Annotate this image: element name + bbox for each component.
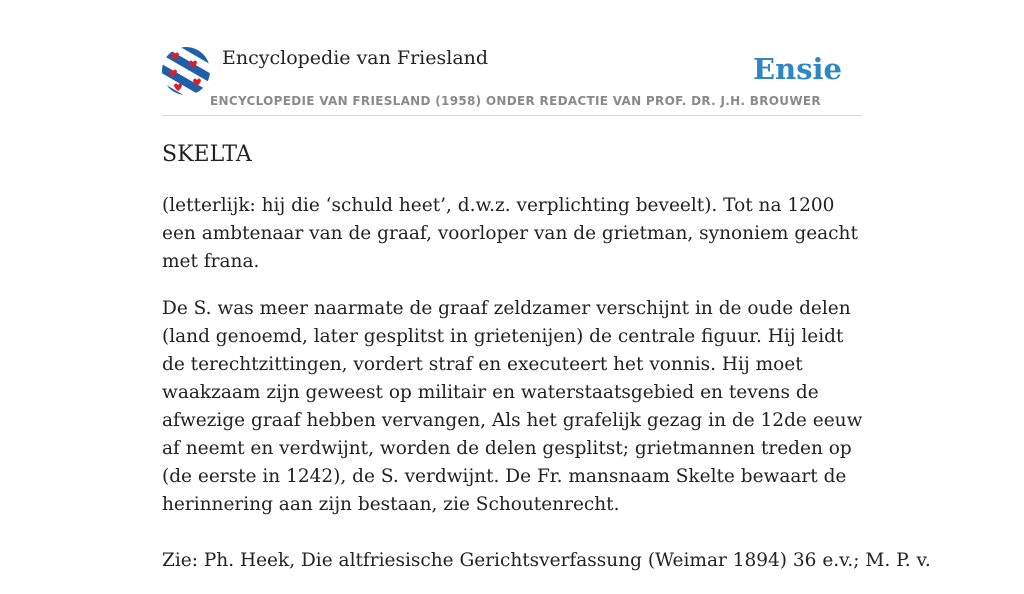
site-title[interactable]: Encyclopedie van Friesland [222,47,489,69]
entry-paragraph: De S. was meer naarmate de graaf zeldzamer verschijnt in de oude delen (land genoemd, later gesplitst in grietenijen) de centrale figuur. Hij leidt de terechtzittingen, vordert straf en executeert het vonnis. Hij moet waakzaam zijn geweest op militair en waterstaatsgebied en tevens de afwezige graaf hebben vervangen, Als het grafelijk gezag in de 12de eeuw af neemt en verdwijnt, worden de delen gesplitst; grietmannen treden op (de eerste in 1242), de S. verdwijnt. De Fr. mansnaam Skelte bewaart de herinnering aan zijn bestaan, zie Schoutenrecht. [162,298,863,515]
entry-paragraph: (letterlijk: hij die ‘schuld heet’, d.w.z. verplichting beveelt). Tot na 1200 een ambtenaar van de graaf, voorloper van de grietman, synoniem geacht met frana. [162,195,858,272]
entry-references: Zie: Ph. Heek, Die altfriesische Gerichtsverfassung (Weimar 1894) 36 e.v.; M. P. v. [162,550,931,571]
entry-content [162,192,931,594]
frisian-flag-icon[interactable] [162,47,210,95]
entry-title: SKELTA [162,142,252,167]
site-subtitle: ENCYCLOPEDIE VAN FRIESLAND (1958) ONDER REDACTIE VAN PROF. DR. J.H. BROUWER [210,94,821,108]
page [162,0,931,571]
brand-logo[interactable]: Ensie [753,52,842,86]
header-divider [162,115,862,116]
